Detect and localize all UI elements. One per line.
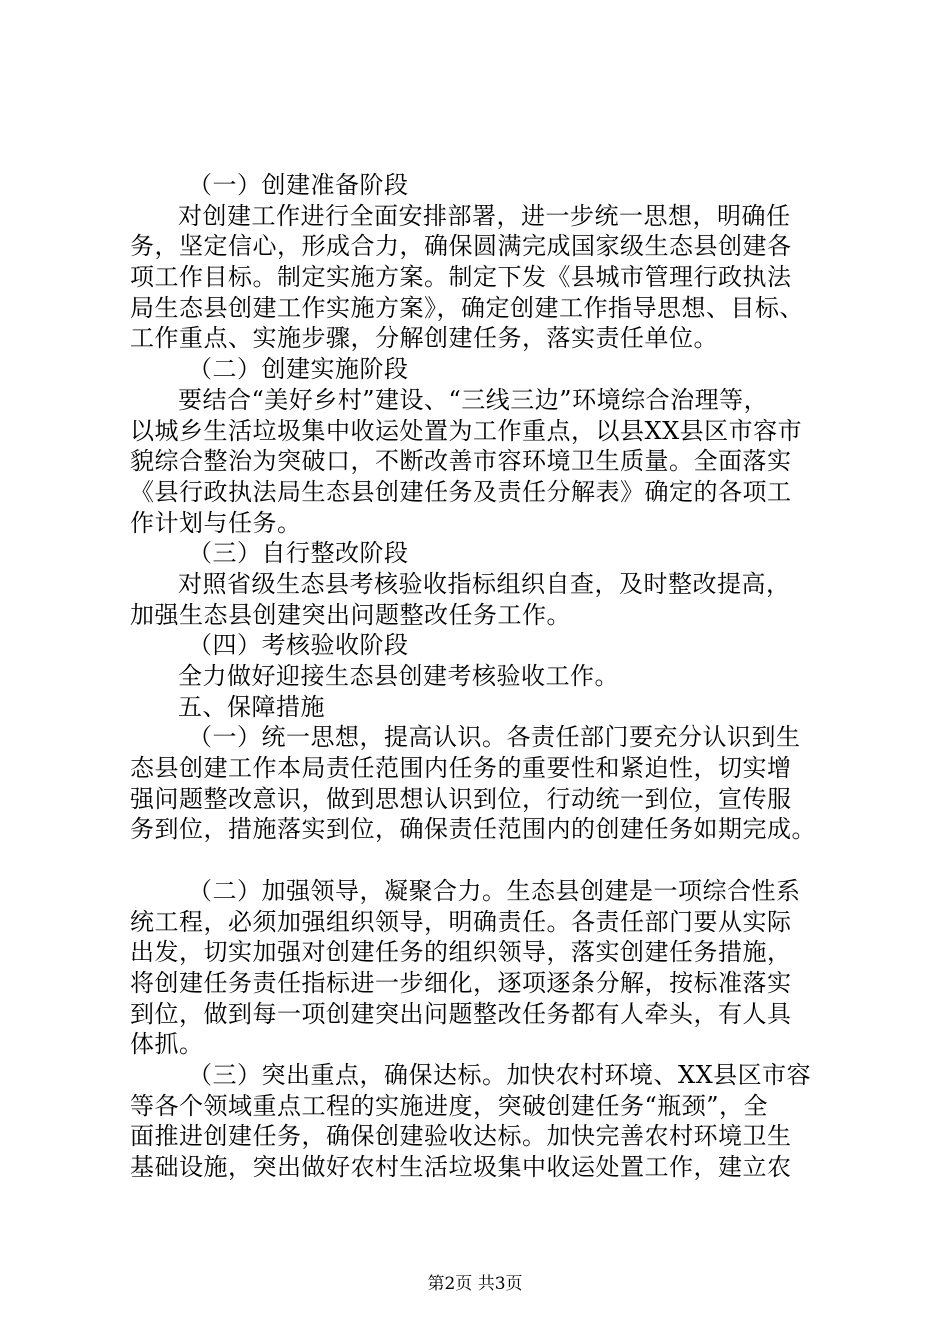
- paragraph-line: 将创建任务责任指标进一步细化，逐项逐条分解，按标准落实: [130, 968, 792, 997]
- section-heading: （一）创建准备阶段: [188, 171, 409, 199]
- paragraph-line: 全力做好迎接生态县创建考核验收工作。: [178, 662, 619, 690]
- paragraph-line: （一）统一思想，提高认识。各责任部门要充分认识到生: [188, 723, 801, 752]
- section-heading: （二）创建实施阶段: [188, 355, 409, 384]
- paragraph-line: 作计划与任务。: [130, 508, 302, 537]
- paragraph-line: 态县创建工作本局责任范围内任务的重要性和紧迫性，切实增: [130, 754, 792, 783]
- paragraph-line: 出发，切实加强对创建任务的组织领导，落实创建任务措施，: [130, 938, 792, 967]
- paragraph-gap: [130, 845, 850, 876]
- section-heading: 五、保障措施: [178, 692, 325, 721]
- paragraph-line: 基础设施，突出做好农村生活垃圾集中收运处置工作，建立农: [130, 1153, 792, 1181]
- paragraph-line: 到位，做到每一项创建突出问题整改任务都有人牵头，有人具: [130, 999, 792, 1028]
- paragraph-line: 《县行政执法局生态县创建任务及责任分解表》确定的各项工: [130, 477, 792, 506]
- paragraph-line: （二）加强领导，凝聚合力。生态县创建是一项综合性系: [188, 876, 801, 905]
- paragraph-line: 对创建工作进行全面安排部署，进一步统一思想，明确任: [178, 201, 791, 230]
- paragraph-line: 强问题整改意识，做到思想认识到位，行动统一到位，宣传服: [130, 784, 792, 813]
- paragraph-line: 务到位，措施落实到位，确保责任范围内的创建任务如期完成。: [130, 815, 816, 844]
- paragraph-line: 貌综合整治为突破口，不断改善市容环境卫生质量。全面落实: [130, 447, 792, 476]
- section-heading: （四）考核验收阶段: [188, 631, 409, 660]
- paragraph-line: （三）突出重点，确保达标。加快农村环境、XX县区市容: [188, 1060, 812, 1089]
- section-heading: （三）自行整改阶段: [188, 539, 409, 568]
- paragraph-line: 要结合“美好乡村”建设、“三线三边”环境综合治理等，: [178, 385, 769, 414]
- paragraph-line: 等各个领域重点工程的实施进度，突破创建任务“瓶颈”，全: [130, 1091, 769, 1120]
- page-number: 第2页 共3页: [427, 1274, 523, 1294]
- paragraph-line: 对照省级生态县考核验收指标组织自查，及时整改提高，: [178, 569, 791, 598]
- paragraph-line: 工作重点、实施步骤，分解创建任务，落实责任单位。: [130, 324, 718, 353]
- paragraph-line: 项工作目标。制定实施方案。制定下发《县城市管理行政执法: [130, 263, 792, 292]
- paragraph-line: 统工程，必须加强组织领导，明确责任。各责任部门要从实际: [130, 907, 792, 936]
- paragraph-line: 以城乡生活垃圾集中收运处置为工作重点，以县XX县区市容市: [130, 416, 803, 445]
- paragraph-line: 加强生态县创建突出问题整改任务工作。: [130, 600, 571, 629]
- paragraph-line: 局生态县创建工作实施方案》，确定创建工作指导思想、目标、: [130, 293, 804, 322]
- paragraph-line: 面推进创建任务，确保创建验收达标。加快完善农村环境卫生: [130, 1122, 792, 1151]
- document-body: [130, 170, 850, 1183]
- paragraph-line: 体抓。: [130, 1030, 204, 1059]
- paragraph-line: 务，坚定信心，形成合力，确保圆满完成国家级生态县创建各: [130, 232, 792, 261]
